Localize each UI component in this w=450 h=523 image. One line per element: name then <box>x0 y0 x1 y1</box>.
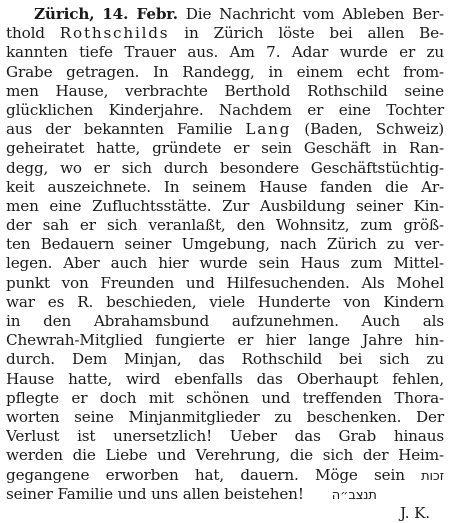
hebrew-abbreviation-tnzbh: תנצב״ה <box>331 487 377 503</box>
article-line-6: glücklichen Kinderjahre. Nachdem er eine Tochter <box>6 100 444 119</box>
article-line-8: geheiratet hatte, gründete er sein Geschäft in Ran- <box>6 139 444 158</box>
hebrew-word-zechut: זכות <box>421 468 444 484</box>
article-line-22: worten seine Minjanmitglieder zu beschenken. Der <box>6 407 444 426</box>
article-line-23: Verlust ist unersetzlich! Ueber das Grab hinaus <box>6 427 444 446</box>
article-line-17: in den Abrahamsbund aufzunehmen. Auch als <box>6 312 444 330</box>
article-line-14: legen. Aber auch hier wurde sein Haus zum Mittel- <box>6 254 444 273</box>
article-line-9: degg, wo er sich durch besondere Geschäftstüchtig- <box>6 158 444 177</box>
article-line-21: pflegte er doch mit schönen und treffenden Thora- <box>6 388 444 407</box>
article-line-16: war es R. beschieden, viele Hunderte von Kindern <box>6 292 444 311</box>
surname-lang: Lang <box>245 120 292 139</box>
article-line-13: ten Bedauern seiner Umgebung, nach Zürich zu ver- <box>6 235 444 254</box>
article-line-3: kannten tiefe Trauer aus. Am 7. Adar wurde er zu <box>6 43 444 62</box>
article-line-18: Chewrah-Mitglied fungierte er hier lange Jahre hin- <box>6 331 444 350</box>
article-line-4: Grabe getragen. In Randegg, in einem echt from- <box>6 62 444 81</box>
news-article <box>6 5 444 523</box>
surname-rothschilds: Rothschilds <box>59 24 170 43</box>
dateline-place: Zürich, <box>34 5 95 23</box>
article-line-12: der sah er sich veranlaßt, den Wohnsitz, zum größ- <box>6 216 444 235</box>
dateline-date: 14. Febr. <box>102 5 178 23</box>
article-line-20: Hause hatte, wird ebenfalls das Oberhaupt fehlen, <box>6 369 444 388</box>
author-signature: J. K. <box>400 503 430 522</box>
article-line-1 <box>6 5 444 24</box>
article-line-19: durch. Dem Minjan, das Rothschild bei sich zu <box>6 350 444 369</box>
article-line-25: gegangene erworben hat, dauern. Möge sein זכות <box>6 465 444 484</box>
article-line-7: aus der bekannten Familie Lang (Baden, Schweiz) <box>6 120 445 139</box>
article-line-2: thold Rothschilds in Zürich löste bei allen Be- <box>6 24 444 43</box>
article-line-15: punkt von Freunden und Hilfesuchenden. Als Mohel <box>6 273 444 292</box>
article-line-10: keit auszeichnete. In seinem Hause fanden die Ar- <box>6 177 444 196</box>
article-line-11: men eine Zufluchtsstätte. Zur Ausbildung seiner Kin- <box>6 196 444 215</box>
article-line-24: werden die Liebe und Verehrung, die sich der Heim- <box>6 446 444 465</box>
article-text: Die Nachricht vom Ableben Ber- <box>177 5 444 23</box>
article-line-5: men Hause, verbrachte Berthold Rothschild seine <box>6 81 444 100</box>
article-line-26: seiner Familie und uns allen beistehen! תנצב״ה <box>6 484 377 503</box>
